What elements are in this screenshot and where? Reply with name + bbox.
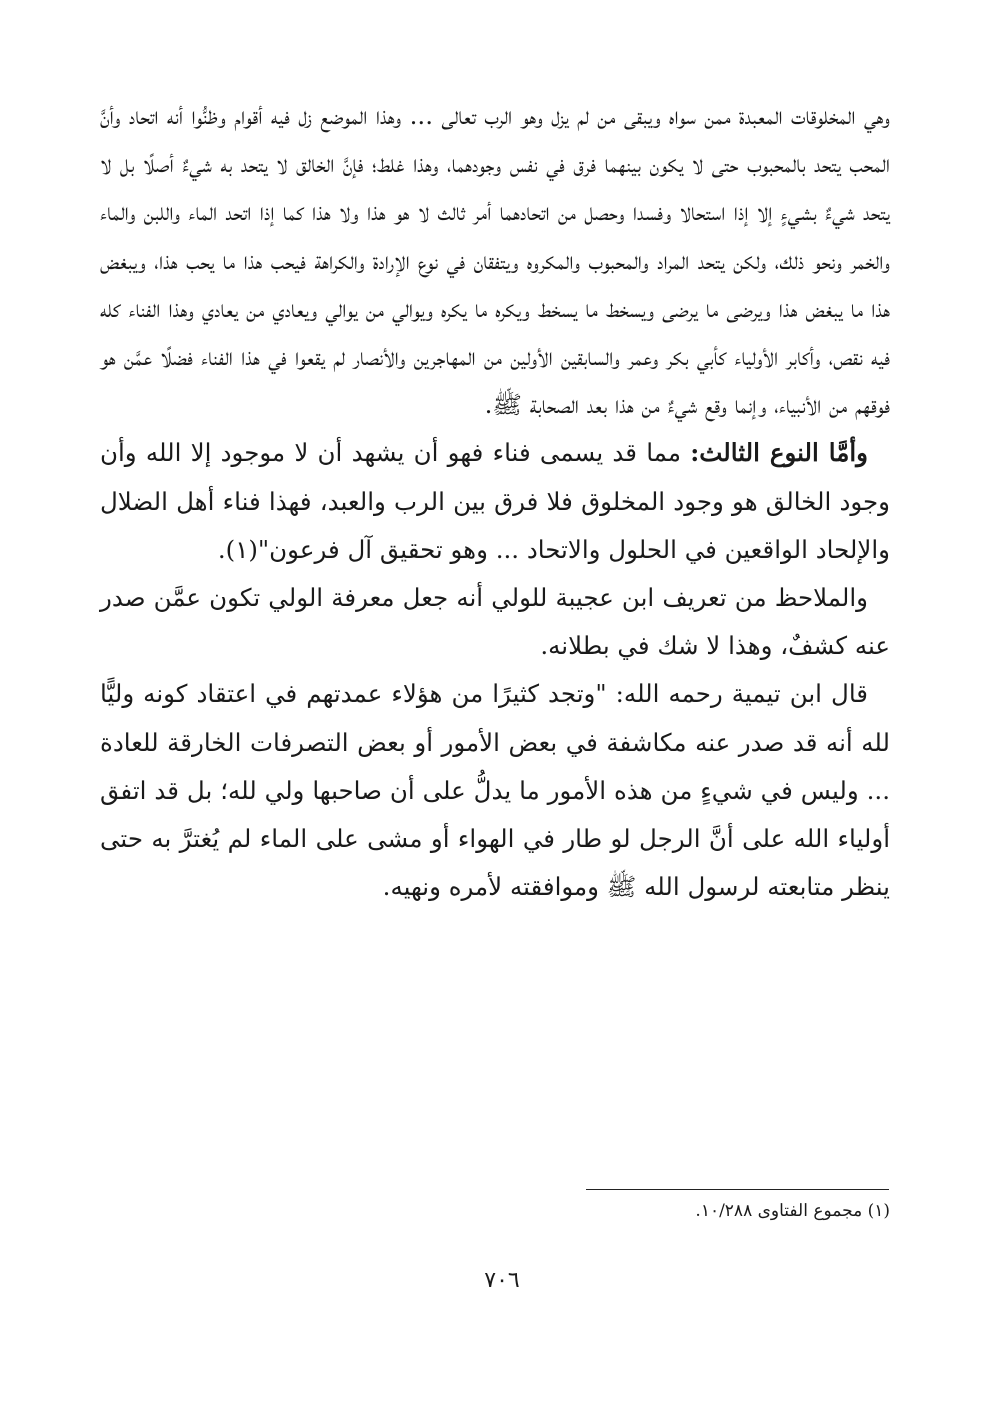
paragraph-third-type [100, 429, 890, 574]
paragraph-observation [100, 574, 890, 670]
footnote: (١) مجموع الفتاوى ١٠/٢٨٨. [695, 1201, 890, 1221]
paragraph-lead: وأمَّا النوع الثالث: [690, 438, 868, 468]
paragraph-text: والملاحظ من تعريف ابن عجيبة للولي أنه جعل معرفة الولي تكون عمَّن صدر عنه كشفٌ، وهذا لا شك في بطلانه. [100, 583, 890, 661]
paragraph-text: وهي المخلوقات المعبدة ممن سواه ويبقى من لم يزل وهو الرب تعالى ... وهذا الموضع زل فيه أقوام وظنُّوا أنه اتحاد وأنَّ المحب يتحد بالمحبوب حتى لا يكون بينهما فرق في نفس وجودهما، وهذا غلط؛ فإنَّ الخالق لا يتحد به شيءٌ أصلًا بل لا يتحد شيءٌ بشيءٍ إلا إذا استحالا وفسدا وحصل من اتحادهما أمر ثالث لا هو هذا ولا هذا كما إذا اتحد الماء واللبن والماء والخمر ونحو ذلك، ولكن يتحد المراد والمحبوب والمكروه ويتفقان في نوع الإرادة والكراهة فيحب هذا ما يحب هذا، ويبغض هذا ما يبغض هذا ويرضى ما يرضى ويسخط ما يسخط ويكره ما يكره ويوالي من يوالي ويعادي من يعادي وهذا الفناء كله فيه نقص، وأكابر الأولياء كأبي بكر وعمر والسابقين الأولين من المهاجرين والأنصار لم يقعوا في هذا الفناء فضلًا عمَّن هو فوقهم من الأنبياء، وإنما وقع شيءٌ من هذا بعد الصحابة ﷺ. [100, 101, 890, 420]
paragraph-text: قال ابن تيمية رحمه الله: "وتجد كثيرًا من هؤلاء عمدتهم في اعتقاد كونه وليًّا لله أنه قد صدر عنه مكاشفة في بعض الأمور أو بعض التصرفات الخارقة للعادة ... وليس في شيءٍ من هذه الأمور ما يدلُّ على أن صاحبها ولي لله؛ بل قد اتفق أولياء الله على أنَّ الرجل لو طار في الهواء أو مشى على الماء لم يُغترَّ به حتى ينظر متابعته لرسول الله ﷺ وموافقته لأمره ونهيه. [100, 679, 890, 902]
paragraph-fana-types [100, 92, 890, 429]
footnote-separator [586, 1189, 889, 1190]
document-body [100, 92, 890, 911]
page-number: ٧٠٦ [484, 1268, 520, 1293]
paragraph-text: مما قد يسمى فناء فهو أن يشهد أن لا موجود إلا الله وأن وجود الخالق هو وجود المخلوق فلا فرق بين الرب والعبد، فهذا فناء أهل الضلال والإلحاد الواقعين في الحلول والاتحاد ... وهو تحقيق آل فرعون"(١). [100, 438, 890, 564]
paragraph-ibn-taymiyya-quote [100, 670, 890, 911]
